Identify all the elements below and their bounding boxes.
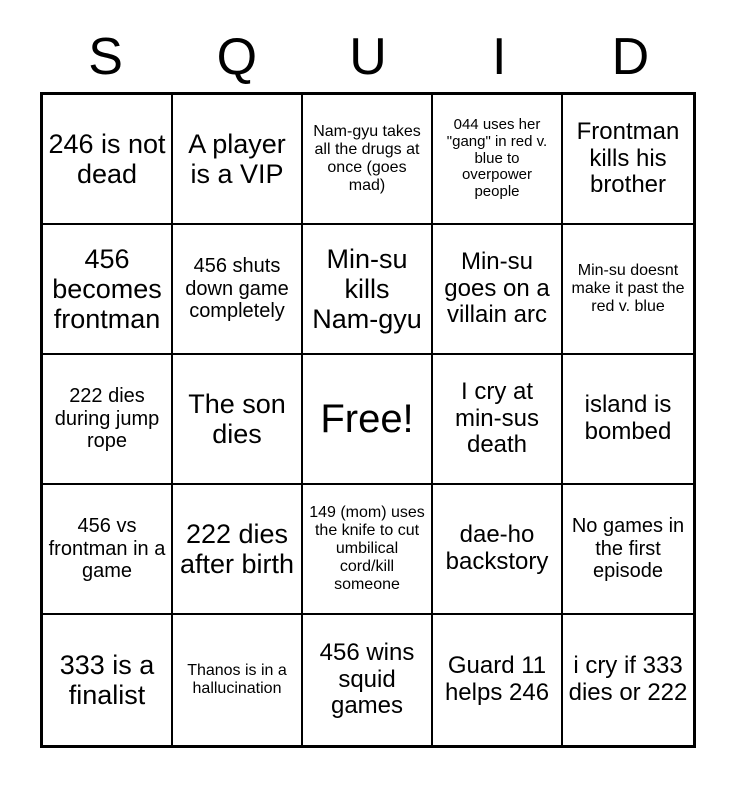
bingo-cell-text: 246 is not dead [48, 128, 166, 189]
bingo-cell[interactable] [433, 485, 563, 615]
bingo-cell-text: Thanos is in a hallucination [187, 662, 287, 697]
bingo-cell[interactable] [303, 615, 433, 745]
bingo-cell[interactable] [43, 485, 173, 615]
bingo-cell[interactable] [433, 615, 563, 745]
bingo-cell-text: Min-su kills Nam-gyu [312, 243, 422, 335]
bingo-cell[interactable] [303, 225, 433, 355]
bingo-cell[interactable] [43, 355, 173, 485]
bingo-cell[interactable] [563, 355, 693, 485]
bingo-cell[interactable] [303, 355, 433, 485]
bingo-cell-text: The son dies [188, 388, 286, 449]
bingo-cell[interactable] [433, 95, 563, 225]
bingo-cell-text: i cry if 333 dies or 222 [568, 652, 688, 706]
bingo-cell-text: 044 uses her "gang" in red v. blue to overpower people [446, 116, 548, 201]
bingo-cell[interactable] [563, 225, 693, 355]
bingo-cell-text: 456 vs frontman in a game [48, 515, 166, 583]
bingo-cell-text: Guard 11 helps 246 [444, 652, 550, 706]
header-letter-4: I [491, 28, 507, 86]
bingo-cell-text: 222 dies during jump rope [54, 385, 160, 453]
bingo-cell[interactable] [173, 355, 303, 485]
bingo-cell-text: island is bombed [584, 391, 672, 445]
bingo-cell[interactable] [173, 485, 303, 615]
bingo-cell-text: dae-ho backstory [445, 521, 549, 575]
bingo-cell[interactable] [43, 95, 173, 225]
bingo-cell-text: 456 shuts down game completely [185, 255, 289, 323]
bingo-cell[interactable] [303, 95, 433, 225]
bingo-cell-text: 149 (mom) uses the knife to cut umbilical cord/kill someone [309, 504, 425, 593]
bingo-header [40, 28, 696, 86]
bingo-cell-text: 333 is a finalist [59, 649, 155, 710]
bingo-cell-text: Min-su goes on a villain arc [444, 247, 550, 329]
bingo-grid [40, 92, 696, 748]
bingo-cell[interactable] [433, 355, 563, 485]
bingo-cell-text: No games in the first episode [571, 515, 685, 583]
bingo-cell-text: A player is a VIP [188, 128, 286, 189]
bingo-cell[interactable] [43, 615, 173, 745]
header-letter-5: D [611, 28, 650, 86]
header-letter-1: S [88, 28, 123, 86]
bingo-cell[interactable] [43, 225, 173, 355]
bingo-cell-text: Frontman kills his brother [576, 117, 680, 199]
bingo-cell[interactable] [173, 225, 303, 355]
header-letter-2: Q [216, 28, 258, 86]
bingo-cell-text: Free! [320, 396, 414, 441]
bingo-cell[interactable] [303, 485, 433, 615]
bingo-cell-text: I cry at min-sus death [454, 377, 539, 459]
bingo-cell-text: 456 wins squid games [319, 638, 415, 720]
bingo-cell[interactable] [563, 615, 693, 745]
bingo-cell[interactable] [173, 615, 303, 745]
bingo-cell-text: 456 becomes frontman [52, 243, 162, 335]
bingo-cell[interactable] [563, 95, 693, 225]
bingo-cell[interactable] [173, 95, 303, 225]
bingo-cell-text: Min-su doesnt make it past the red v. blue [571, 262, 685, 315]
bingo-cell-text: 222 dies after birth [179, 518, 295, 579]
bingo-cell-text: Nam-gyu takes all the drugs at once (goes mad) [313, 123, 421, 194]
header-letter-3: U [349, 28, 387, 86]
bingo-cell[interactable] [563, 485, 693, 615]
bingo-cell[interactable] [433, 225, 563, 355]
